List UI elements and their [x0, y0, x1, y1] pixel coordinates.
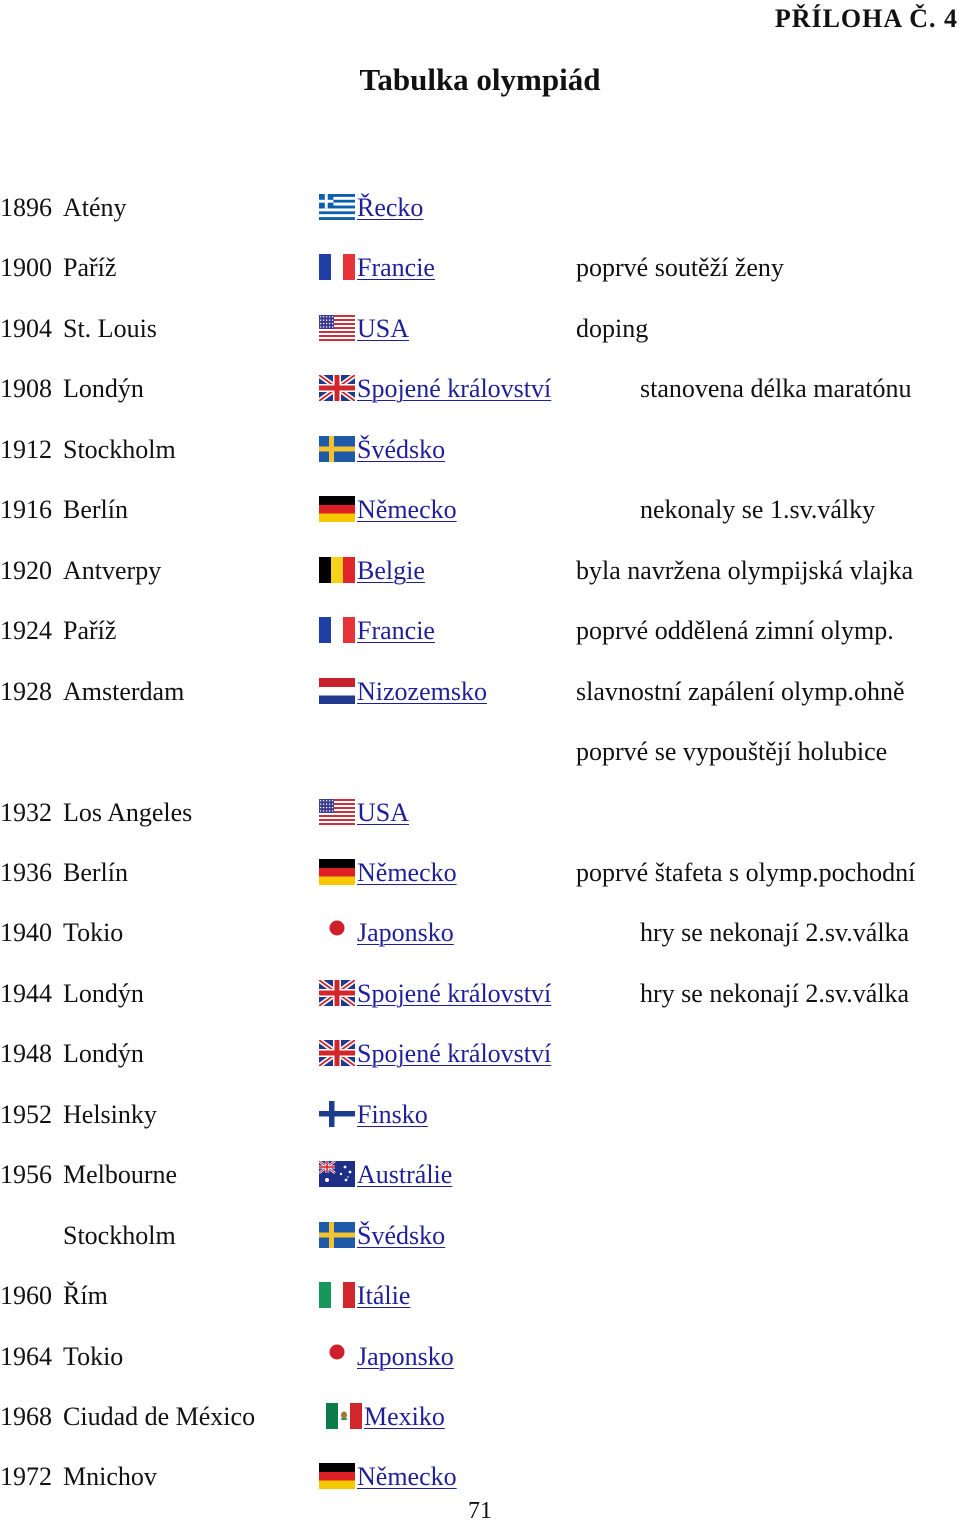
table-row [0, 490, 960, 530]
usa-flag-icon [319, 799, 355, 825]
row-year: 1920 [0, 555, 52, 585]
table-row [0, 551, 960, 591]
country-link[interactable]: Švédsko [357, 1220, 446, 1250]
row-city: Los Angeles [63, 797, 193, 827]
table-row [0, 793, 960, 833]
country-link[interactable]: Itálie [357, 1281, 411, 1311]
table-row [0, 1095, 960, 1135]
country-link[interactable]: Německo [357, 495, 457, 525]
row-city: Berlín [63, 495, 128, 525]
japan-flag-icon [319, 1343, 355, 1369]
finland-flag-icon [319, 1101, 355, 1127]
table-row [0, 732, 960, 772]
row-year: 1904 [0, 313, 52, 343]
uk-flag-icon [319, 1040, 355, 1066]
table-row [0, 672, 960, 712]
row-note: poprvé se vypouštějí holubice [576, 737, 888, 767]
italy-flag-icon [319, 1282, 355, 1308]
row-year: 1924 [0, 616, 52, 646]
table-row [0, 1276, 960, 1316]
country-link[interactable]: Švédsko [357, 434, 446, 464]
row-city: Antverpy [63, 555, 162, 585]
row-year: 1944 [0, 978, 52, 1008]
country-link[interactable]: Austrálie [357, 1160, 453, 1190]
row-city: Stockholm [63, 1220, 176, 1250]
row-year: 1932 [0, 797, 52, 827]
row-year: 1900 [0, 253, 52, 283]
row-year: 1960 [0, 1281, 52, 1311]
row-year: 1916 [0, 495, 52, 525]
country-link[interactable]: Spojené království [357, 1039, 552, 1069]
row-city: Londýn [63, 374, 144, 404]
row-note: hry se nekonají 2.sv.válka [640, 918, 910, 948]
row-year: 1908 [0, 374, 52, 404]
row-city: Tokio [63, 918, 124, 948]
row-year: 1940 [0, 918, 52, 948]
uk-flag-icon [319, 980, 355, 1006]
row-note: poprvé oddělená zimní olymp. [576, 616, 894, 646]
table-row [0, 188, 960, 228]
row-city: St. Louis [63, 313, 157, 343]
appendix-label: PŘÍLOHA Č. 4 [774, 4, 958, 33]
row-year: 1952 [0, 1099, 52, 1129]
country-link[interactable]: Finsko [357, 1099, 428, 1129]
row-note: stanovena délka maratónu [640, 374, 912, 404]
country-link[interactable]: Nizozemsko [357, 676, 487, 706]
table-row [0, 369, 960, 409]
country-link[interactable]: Japonsko [357, 918, 454, 948]
row-city: Londýn [63, 1039, 144, 1069]
row-city: Paříž [63, 616, 117, 646]
row-year: 1956 [0, 1160, 52, 1190]
table-row [0, 611, 960, 651]
table-row [0, 1457, 960, 1497]
usa-flag-icon [319, 315, 355, 341]
country-link[interactable]: Spojené království [357, 374, 552, 404]
row-city: Londýn [63, 978, 144, 1008]
row-note: poprvé štafeta s olymp.pochodní [576, 857, 916, 887]
country-link[interactable]: Spojené království [357, 978, 552, 1008]
table-row [0, 1216, 960, 1256]
row-year: 1964 [0, 1341, 52, 1371]
table-row [0, 1034, 960, 1074]
row-year: 1972 [0, 1462, 52, 1492]
row-note: doping [576, 313, 649, 343]
row-city: Berlín [63, 857, 128, 887]
country-link[interactable]: Německo [357, 857, 457, 887]
row-city: Melbourne [63, 1160, 178, 1190]
greece-flag-icon [319, 194, 355, 220]
country-link[interactable]: Mexiko [364, 1402, 445, 1431]
row-note: poprvé soutěží ženy [576, 253, 784, 283]
row-year: 1896 [0, 193, 52, 222]
country-link[interactable]: Belgie [357, 555, 425, 585]
row-city: Tokio [63, 1341, 124, 1371]
table-row [0, 309, 960, 349]
sweden-flag-icon [319, 436, 355, 462]
country-link[interactable]: Francie [357, 253, 435, 283]
row-city: Stockholm [63, 434, 176, 464]
table-row [0, 974, 960, 1014]
row-note: hry se nekonají 2.sv.válka [640, 978, 910, 1008]
row-city: Řím [63, 1281, 108, 1311]
row-city: Ciudad de México [63, 1402, 256, 1431]
country-link[interactable]: Francie [357, 616, 435, 646]
france-flag-icon [319, 617, 355, 643]
mexico-flag-icon [326, 1403, 362, 1429]
row-year: 1936 [0, 857, 52, 887]
table-row [0, 1155, 960, 1195]
row-city: Helsinky [63, 1099, 157, 1129]
table-row [0, 1337, 960, 1377]
row-year: 1968 [0, 1402, 52, 1431]
belgium-flag-icon [319, 557, 355, 583]
table-row [0, 430, 960, 470]
germany-flag-icon [319, 496, 355, 522]
country-link[interactable]: USA [357, 797, 410, 827]
france-flag-icon [319, 254, 355, 280]
sweden-flag-icon [319, 1222, 355, 1248]
row-year: 1928 [0, 676, 52, 706]
row-city: Atény [63, 193, 127, 222]
table-row [0, 913, 960, 953]
row-note: nekonaly se 1.sv.války [640, 495, 876, 525]
table-row [0, 1397, 960, 1437]
country-link[interactable]: Německo [357, 1462, 457, 1492]
country-link[interactable]: Japonsko [357, 1341, 454, 1371]
row-city: Amsterdam [63, 676, 185, 706]
row-year: 1948 [0, 1039, 52, 1069]
row-city: Mnichov [63, 1462, 157, 1492]
australia-flag-icon [319, 1161, 355, 1187]
row-city: Paříž [63, 253, 117, 283]
row-note: slavnostní zapálení olymp.ohně [576, 676, 905, 706]
page-title: Tabulka olympiád [359, 62, 601, 97]
uk-flag-icon [319, 375, 355, 401]
netherlands-flag-icon [319, 678, 355, 704]
country-link[interactable]: Řecko [357, 193, 424, 222]
row-note: byla navržena olympijská vlajka [576, 555, 914, 585]
germany-flag-icon [319, 1463, 355, 1489]
table-row [0, 248, 960, 288]
row-year: 1912 [0, 434, 52, 464]
country-link[interactable]: USA [357, 313, 410, 343]
table-row [0, 853, 960, 893]
page-number: 71 [468, 1498, 492, 1524]
japan-flag-icon [319, 919, 355, 945]
germany-flag-icon [319, 859, 355, 885]
